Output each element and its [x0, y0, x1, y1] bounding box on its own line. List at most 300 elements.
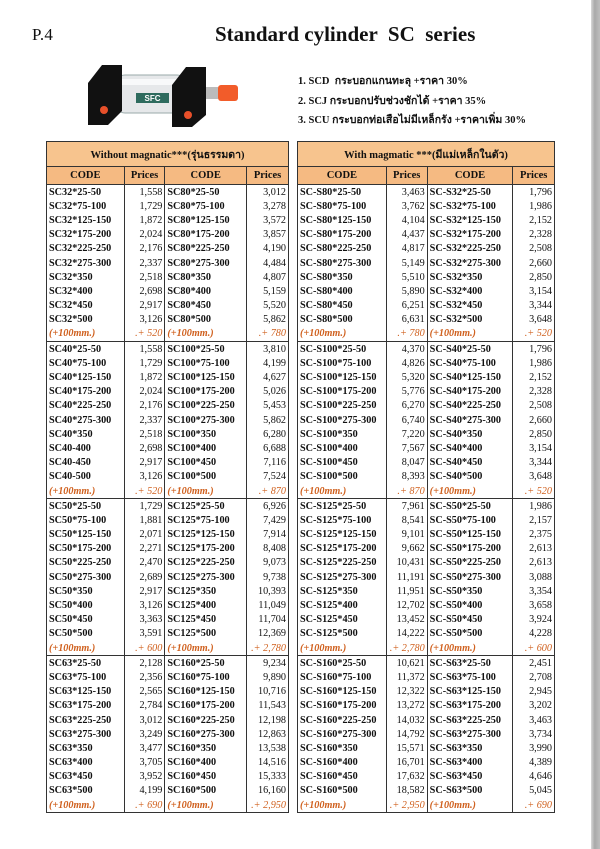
- code-cell: SC160*275-300: [165, 727, 247, 741]
- table-row: [47, 556, 289, 570]
- table-row: [298, 542, 555, 556]
- extra-length-label: (+100mm.): [165, 641, 247, 656]
- price-cell: 8,393: [386, 470, 427, 484]
- table-row: [298, 313, 555, 327]
- price-cell: 7,220: [386, 427, 427, 441]
- price-cell: 9,234: [247, 656, 289, 671]
- code-cell: SC80*500: [165, 313, 247, 327]
- code-cell: SC80*225-250: [165, 242, 247, 256]
- table-row: [298, 185, 555, 200]
- table-row: [298, 598, 555, 612]
- price-cell: 11,951: [386, 584, 427, 598]
- table-row: [298, 756, 555, 770]
- table-row: [47, 727, 289, 741]
- price-cell: 14,792: [386, 727, 427, 741]
- price-cell: 4,646: [513, 770, 555, 784]
- code-cell: SC-S80*75-100: [298, 199, 387, 213]
- code-cell: SC100*350: [165, 427, 247, 441]
- code-cell: SC100*75-100: [165, 356, 247, 370]
- price-cell: 2,565: [124, 685, 165, 699]
- code-cell: SC50*225-250: [47, 556, 125, 570]
- price-cell: 3,734: [513, 727, 555, 741]
- price-cell: 12,369: [247, 627, 289, 641]
- price-cell: 2,176: [124, 242, 165, 256]
- table-row: [298, 741, 555, 755]
- extra-length-price: .+ 2,950: [247, 798, 289, 813]
- price-cell: 6,926: [247, 499, 289, 514]
- code-cell: SC50*450: [47, 613, 125, 627]
- price-cell: 1,796: [513, 185, 555, 200]
- code-cell: SC-S32*225-250: [427, 242, 513, 256]
- code-cell: SC160*25-50: [165, 656, 247, 671]
- table-row: [47, 399, 289, 413]
- price-cell: 3,705: [124, 756, 165, 770]
- price-cell: 4,807: [247, 270, 289, 284]
- extra-length-row: [298, 641, 555, 656]
- code-cell: SC-S50*175-200: [427, 542, 513, 556]
- header-code: CODE: [47, 167, 125, 185]
- price-cell: 6,631: [386, 313, 427, 327]
- code-cell: SC63*75-100: [47, 670, 125, 684]
- extra-length-label: (+100mm.): [298, 641, 387, 656]
- table-row: [298, 370, 555, 384]
- price-cell: 3,810: [247, 342, 289, 357]
- price-cell: 9,073: [247, 556, 289, 570]
- extra-length-row: [47, 484, 289, 499]
- table-row: [47, 570, 289, 584]
- extra-length-row: [298, 484, 555, 499]
- code-cell: SC32*450: [47, 299, 125, 313]
- code-cell: SC40*175-200: [47, 385, 125, 399]
- code-cell: SC50*400: [47, 598, 125, 612]
- table-row: [298, 570, 555, 584]
- price-cell: 5,159: [247, 284, 289, 298]
- code-cell: SC-S80*175-200: [298, 228, 387, 242]
- code-cell: SC50*500: [47, 627, 125, 641]
- table-row: [47, 284, 289, 298]
- code-cell: SC100*400: [165, 441, 247, 455]
- extra-length-label: (+100mm.): [427, 641, 513, 656]
- price-cell: 3,952: [124, 770, 165, 784]
- table-row: [47, 784, 289, 798]
- table-row: [47, 627, 289, 641]
- code-cell: SC-S100*500: [298, 470, 387, 484]
- price-cell: 4,228: [513, 627, 555, 641]
- code-cell: SC-S50*225-250: [427, 556, 513, 570]
- code-cell: SC-S125*450: [298, 613, 387, 627]
- table-row: [298, 727, 555, 741]
- price-cell: 3,463: [513, 713, 555, 727]
- price-cell: 9,662: [386, 542, 427, 556]
- code-cell: SC-S80*125-150: [298, 213, 387, 227]
- extra-length-row: [298, 327, 555, 342]
- price-cell: 2,698: [124, 441, 165, 455]
- code-cell: SC-S160*350: [298, 741, 387, 755]
- price-cell: 2,613: [513, 556, 555, 570]
- code-cell: SC63*275-300: [47, 727, 125, 741]
- price-cell: 10,621: [386, 656, 427, 671]
- price-cell: 5,510: [386, 270, 427, 284]
- price-cell: 2,375: [513, 528, 555, 542]
- table-row: [47, 513, 289, 527]
- price-cell: 3,648: [513, 470, 555, 484]
- code-cell: SC40*350: [47, 427, 125, 441]
- price-cell: 2,152: [513, 370, 555, 384]
- table-row: [298, 656, 555, 671]
- code-cell: SC32*275-300: [47, 256, 125, 270]
- price-cell: 4,199: [124, 784, 165, 798]
- code-cell: SC-S63*500: [427, 784, 513, 798]
- price-cell: 11,543: [247, 699, 289, 713]
- price-cell: 4,817: [386, 242, 427, 256]
- price-cell: 2,337: [124, 413, 165, 427]
- price-cell: 5,862: [247, 413, 289, 427]
- code-cell: SC125*75-100: [165, 513, 247, 527]
- price-cell: 3,126: [124, 598, 165, 612]
- price-cell: 4,484: [247, 256, 289, 270]
- code-cell: SC32*75-100: [47, 199, 125, 213]
- table-row: [298, 456, 555, 470]
- code-cell: SC32*400: [47, 284, 125, 298]
- price-cell: 2,508: [513, 399, 555, 413]
- price-cell: 3,591: [124, 627, 165, 641]
- table-row: [298, 213, 555, 227]
- extra-length-price: .+ 520: [124, 484, 165, 499]
- price-cell: 3,012: [247, 185, 289, 200]
- code-cell: SC125*225-250: [165, 556, 247, 570]
- code-cell: SC-S100*225-250: [298, 399, 387, 413]
- price-cell: 2,613: [513, 542, 555, 556]
- code-cell: SC40*75-100: [47, 356, 125, 370]
- code-cell: SC-S63*25-50: [427, 656, 513, 671]
- table-row: [298, 242, 555, 256]
- page-edge-strip: [591, 0, 600, 849]
- code-cell: SC-S63*400: [427, 756, 513, 770]
- price-cell: 3,648: [513, 313, 555, 327]
- price-cell: 2,917: [124, 584, 165, 598]
- code-cell: SC100*500: [165, 470, 247, 484]
- price-cell: 17,632: [386, 770, 427, 784]
- code-cell: SC-S80*500: [298, 313, 387, 327]
- note-scu: 3. SCU กระบอกท่อเสือไม่มีเหล็กรัง +ราคาเพิ่ม 30%: [298, 115, 526, 126]
- price-cell: 3,088: [513, 570, 555, 584]
- price-cell: 10,716: [247, 685, 289, 699]
- code-cell: SC-S50*25-50: [427, 499, 513, 514]
- table-row: [298, 685, 555, 699]
- code-cell: SC-S160*175-200: [298, 699, 387, 713]
- price-cell: 2,152: [513, 213, 555, 227]
- table-row: [298, 399, 555, 413]
- extra-length-price: .+ 2,780: [386, 641, 427, 656]
- table-row: [47, 213, 289, 227]
- price-cell: 5,862: [247, 313, 289, 327]
- code-cell: SC50*75-100: [47, 513, 125, 527]
- price-cell: 12,702: [386, 598, 427, 612]
- price-cell: 5,890: [386, 284, 427, 298]
- code-cell: SC-S80*450: [298, 299, 387, 313]
- table-row: [298, 256, 555, 270]
- code-cell: SC-S32*450: [427, 299, 513, 313]
- code-cell: SC-S125*400: [298, 598, 387, 612]
- price-cell: 3,363: [124, 613, 165, 627]
- code-cell: SC160*350: [165, 741, 247, 755]
- extra-length-label: (+100mm.): [165, 798, 247, 813]
- code-cell: SC125*25-50: [165, 499, 247, 514]
- table-row: [298, 699, 555, 713]
- header-prices: Prices: [386, 167, 427, 185]
- code-cell: SC-S63*75-100: [427, 670, 513, 684]
- code-cell: SC63*25-50: [47, 656, 125, 671]
- code-cell: SC160*400: [165, 756, 247, 770]
- price-cell: 14,222: [386, 627, 427, 641]
- code-cell: SC-S32*350: [427, 270, 513, 284]
- code-cell: SC50*350: [47, 584, 125, 598]
- code-cell: SC-S63*275-300: [427, 727, 513, 741]
- code-cell: SC-S160*125-150: [298, 685, 387, 699]
- table-row: [47, 370, 289, 384]
- price-cell: 2,024: [124, 385, 165, 399]
- price-cell: 5,776: [386, 385, 427, 399]
- table-row: [298, 284, 555, 298]
- code-cell: SC-S125*225-250: [298, 556, 387, 570]
- table-row: [298, 670, 555, 684]
- header-code: CODE: [298, 167, 387, 185]
- extra-length-label: (+100mm.): [298, 484, 387, 499]
- table-row: [47, 199, 289, 213]
- price-cell: 2,518: [124, 270, 165, 284]
- table-row: [47, 699, 289, 713]
- code-cell: SC80*125-150: [165, 213, 247, 227]
- code-cell: SC160*450: [165, 770, 247, 784]
- extra-length-price: .+ 520: [513, 327, 555, 342]
- price-cell: 7,429: [247, 513, 289, 527]
- price-cell: 1,729: [124, 199, 165, 213]
- code-cell: SC80*75-100: [165, 199, 247, 213]
- table-row: [47, 713, 289, 727]
- table-row: [47, 242, 289, 256]
- extra-length-label: (+100mm.): [165, 327, 247, 342]
- price-cell: 15,333: [247, 770, 289, 784]
- code-cell: SC50*125-150: [47, 528, 125, 542]
- product-label: SFC: [144, 94, 161, 103]
- table-row: [298, 784, 555, 798]
- price-cell: 1,796: [513, 342, 555, 357]
- code-cell: SC-S125*125-150: [298, 528, 387, 542]
- table-row: [47, 598, 289, 612]
- price-cell: 2,660: [513, 413, 555, 427]
- extra-length-row: [47, 641, 289, 656]
- code-cell: SC-S32*275-300: [427, 256, 513, 270]
- code-cell: SC100*225-250: [165, 399, 247, 413]
- extra-length-label: (+100mm.): [427, 327, 513, 342]
- price-cell: 1,558: [124, 342, 165, 357]
- table-title: Without magnatic***(รุ่นธรรมดา): [47, 142, 289, 167]
- price-cell: 2,850: [513, 427, 555, 441]
- table-row: [47, 770, 289, 784]
- table-row: [47, 256, 289, 270]
- code-cell: SC125*500: [165, 627, 247, 641]
- code-cell: SC125*275-300: [165, 570, 247, 584]
- code-cell: SC-S40*125-150: [427, 370, 513, 384]
- page-number: P.4: [32, 25, 54, 44]
- price-cell: 11,049: [247, 598, 289, 612]
- code-cell: SC-S125*75-100: [298, 513, 387, 527]
- code-cell: SC-S40*400: [427, 441, 513, 455]
- price-cell: 2,698: [124, 284, 165, 298]
- extra-length-price: .+ 780: [386, 327, 427, 342]
- code-cell: SC40*25-50: [47, 342, 125, 357]
- price-cell: 11,372: [386, 670, 427, 684]
- code-cell: SC-S160*25-50: [298, 656, 387, 671]
- table-row: [47, 456, 289, 470]
- code-cell: SC-S40*25-50: [427, 342, 513, 357]
- extra-length-price: .+ 2,780: [247, 641, 289, 656]
- code-cell: SC32*175-200: [47, 228, 125, 242]
- table-row: [47, 413, 289, 427]
- price-cell: 3,572: [247, 213, 289, 227]
- code-cell: SC-S80*275-300: [298, 256, 387, 270]
- code-cell: SC160*75-100: [165, 670, 247, 684]
- note-scj: 2. SCJ กระบอกปรับช่วงชักได้ +ราคา 35%: [298, 95, 487, 107]
- code-cell: SC63*225-250: [47, 713, 125, 727]
- code-cell: SC160*225-250: [165, 713, 247, 727]
- code-cell: SC-S125*500: [298, 627, 387, 641]
- price-cell: 16,160: [247, 784, 289, 798]
- code-cell: SC-S63*125-150: [427, 685, 513, 699]
- code-cell: SC-S125*275-300: [298, 570, 387, 584]
- code-cell: SC125*175-200: [165, 542, 247, 556]
- table-row: [47, 685, 289, 699]
- price-cell: 3,344: [513, 456, 555, 470]
- extra-length-price: .+ 780: [247, 327, 289, 342]
- table-title: With magmatic ***(มีแม่เหล็กในตัว): [298, 142, 555, 167]
- extra-length-label: (+100mm.): [427, 484, 513, 499]
- code-cell: SC32*350: [47, 270, 125, 284]
- price-cell: 2,917: [124, 456, 165, 470]
- table-row: [47, 670, 289, 684]
- code-cell: SC-S63*225-250: [427, 713, 513, 727]
- table-row: [47, 441, 289, 455]
- table-row: [47, 656, 289, 671]
- price-cell: 11,704: [247, 613, 289, 627]
- price-cell: 1,729: [124, 356, 165, 370]
- price-cell: 5,520: [247, 299, 289, 313]
- code-cell: SC-S50*350: [427, 584, 513, 598]
- code-cell: SC-S50*400: [427, 598, 513, 612]
- code-cell: SC63*125-150: [47, 685, 125, 699]
- price-cell: 2,271: [124, 542, 165, 556]
- price-cell: 3,354: [513, 584, 555, 598]
- code-cell: SC40*275-300: [47, 413, 125, 427]
- table-row: [298, 413, 555, 427]
- price-cell: 2,328: [513, 385, 555, 399]
- code-cell: SC-S50*75-100: [427, 513, 513, 527]
- price-cell: 4,826: [386, 356, 427, 370]
- price-cell: 3,658: [513, 598, 555, 612]
- price-cell: 4,199: [247, 356, 289, 370]
- extra-length-price: .+ 870: [247, 484, 289, 499]
- price-cell: 4,104: [386, 213, 427, 227]
- price-cell: 2,850: [513, 270, 555, 284]
- cylinder-product-image: [80, 55, 250, 130]
- code-cell: SC32*25-50: [47, 185, 125, 200]
- price-cell: 3,012: [124, 713, 165, 727]
- price-cell: 3,762: [386, 199, 427, 213]
- code-cell: SC-S100*175-200: [298, 385, 387, 399]
- table-row: [47, 741, 289, 755]
- price-cell: 2,157: [513, 513, 555, 527]
- price-cell: 1,872: [124, 213, 165, 227]
- code-cell: SC80*450: [165, 299, 247, 313]
- table-row: [298, 513, 555, 527]
- price-cell: 7,914: [247, 528, 289, 542]
- code-cell: SC-S100*350: [298, 427, 387, 441]
- code-cell: SC-S32*175-200: [427, 228, 513, 242]
- note-scd: 1. SCD กระบอกแกนทะลุ +ราคา 30%: [298, 76, 468, 87]
- price-cell: 12,322: [386, 685, 427, 699]
- table-row: [298, 499, 555, 514]
- price-cell: 15,571: [386, 741, 427, 755]
- table-row: [298, 627, 555, 641]
- price-cell: 2,328: [513, 228, 555, 242]
- price-cell: 1,558: [124, 185, 165, 200]
- code-cell: SC-S63*450: [427, 770, 513, 784]
- extra-length-row: [298, 798, 555, 813]
- price-cell: 2,470: [124, 556, 165, 570]
- code-cell: SC125*350: [165, 584, 247, 598]
- price-cell: 6,688: [247, 441, 289, 455]
- price-cell: 2,071: [124, 528, 165, 542]
- code-cell: SC-S100*450: [298, 456, 387, 470]
- code-cell: SC-S125*175-200: [298, 542, 387, 556]
- price-cell: 14,516: [247, 756, 289, 770]
- price-cell: 3,463: [386, 185, 427, 200]
- price-cell: 5,320: [386, 370, 427, 384]
- code-cell: SC-S40*75-100: [427, 356, 513, 370]
- price-cell: 12,863: [247, 727, 289, 741]
- price-cell: 4,437: [386, 228, 427, 242]
- code-cell: SC-S160*275-300: [298, 727, 387, 741]
- price-cell: 3,154: [513, 284, 555, 298]
- code-cell: SC-S32*500: [427, 313, 513, 327]
- code-cell: SC-S40*500: [427, 470, 513, 484]
- code-cell: SC80*275-300: [165, 256, 247, 270]
- table-row: [47, 499, 289, 514]
- price-cell: 3,990: [513, 741, 555, 755]
- code-cell: SC80*175-200: [165, 228, 247, 242]
- code-cell: SC-S32*125-150: [427, 213, 513, 227]
- price-cell: 7,524: [247, 470, 289, 484]
- code-cell: SC-S40*275-300: [427, 413, 513, 427]
- code-cell: SC125*400: [165, 598, 247, 612]
- code-cell: SC50*25-50: [47, 499, 125, 514]
- price-cell: 6,251: [386, 299, 427, 313]
- header-prices: Prices: [247, 167, 289, 185]
- extra-length-row: [47, 798, 289, 813]
- code-cell: SC32*125-150: [47, 213, 125, 227]
- table-row: [47, 470, 289, 484]
- code-cell: SC-S50*275-300: [427, 570, 513, 584]
- extra-length-price: .+ 2,950: [386, 798, 427, 813]
- price-cell: 3,202: [513, 699, 555, 713]
- table-row: [298, 528, 555, 542]
- code-cell: SC125*450: [165, 613, 247, 627]
- price-cell: 3,924: [513, 613, 555, 627]
- price-cell: 2,518: [124, 427, 165, 441]
- price-cell: 10,393: [247, 584, 289, 598]
- price-cell: 7,961: [386, 499, 427, 514]
- price-cell: 2,356: [124, 670, 165, 684]
